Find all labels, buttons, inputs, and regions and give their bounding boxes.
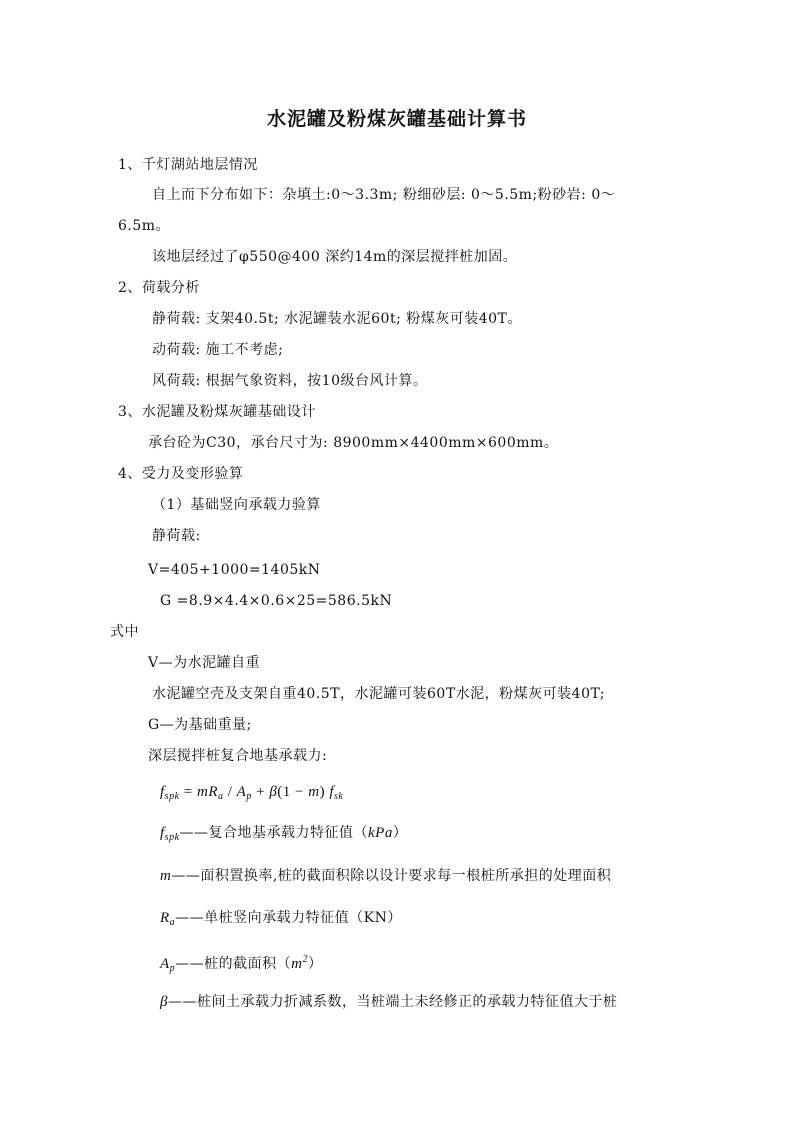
fspk-definition <box>160 823 407 848</box>
ra-symbol: R <box>160 910 170 926</box>
section-3-heading: 3、水泥罐及粉煤灰罐基础设计 <box>118 404 316 420</box>
where-label: 式中 <box>110 624 139 640</box>
fspk-subscript: spk <box>164 832 180 843</box>
beta-definition <box>160 992 617 1012</box>
section-1-strata: 自上而下分布如下：杂填土:0～3.3m; 粉细砂层: 0～5.5m;粉砂岩: 0～ <box>152 187 616 203</box>
subsection-vertical-capacity: （1）基础竖向承载力验算 <box>152 497 321 513</box>
composite-capacity-label: 深层搅拌桩复合地基承载力: <box>148 748 328 764</box>
m-definition <box>160 866 611 886</box>
formula-sk: sk <box>334 791 344 802</box>
beta-text: ——桩间土承载力折减系数，当桩端土未经修正的承载力特征值大于桩 <box>167 994 618 1010</box>
cap-design: 承台砼为C30，承台尺寸为: 8900mm×4400mm×600mm。 <box>148 435 559 451</box>
equation-v: V=405+1000=1405kN <box>148 562 321 578</box>
formula-beta: β <box>269 784 278 800</box>
fspk-symbol: f <box>160 825 165 841</box>
ra-definition <box>160 908 402 933</box>
formula-m: m <box>196 784 209 800</box>
formula-close: ) <box>319 784 330 800</box>
formula-r: R <box>208 784 218 800</box>
section-2-heading: 2、荷载分析 <box>118 280 200 296</box>
formula-slash: / <box>223 784 237 800</box>
fspk-text: ——复合地基承载力特征值（ <box>179 825 369 841</box>
section-4-heading: 4、受力及变形验算 <box>118 466 244 482</box>
formula-m2: m <box>308 784 320 800</box>
section-1-strata-cont: 6.5m。 <box>118 218 171 234</box>
formula-area: A <box>236 784 247 800</box>
ra-text: ——单桩竖向承载力特征值（KN） <box>175 910 402 926</box>
ap-close: ） <box>308 956 323 972</box>
formula-f: f <box>160 784 165 800</box>
wind-load: 风荷载: 根据气象资料，按10级台风计算。 <box>152 373 428 389</box>
ap-text: ——桩的截面积（ <box>175 956 292 972</box>
formula-f2: f <box>329 784 335 800</box>
section-1-heading: 1、千灯湖站地层情况 <box>118 157 258 173</box>
m-symbol: m <box>160 868 172 884</box>
section-1-reinforcement: 该地层经过了φ550@400 深约14m的深层搅拌桩加固。 <box>152 249 518 265</box>
equation-g: G =8.9×4.4×0.6×25=586.5kN <box>160 593 393 609</box>
formula-a: a <box>218 791 224 802</box>
fspk-unit: kPa <box>368 825 393 841</box>
m-text: ——面积置换率,桩的截面积除以设计要求每一根桩所承担的处理面积 <box>171 868 612 884</box>
ap-subscript: p <box>169 963 176 974</box>
formula-plus: + <box>251 784 270 800</box>
document-title: 水泥罐及粉煤灰罐基础计算书 <box>266 108 527 130</box>
static-load-label: 静荷载: <box>152 528 201 544</box>
formula-one-minus: (1 − <box>277 784 309 800</box>
ap-definition <box>160 950 323 979</box>
g-definition: G—为基础重量; <box>148 717 252 733</box>
v-definition: V—为水泥罐自重 <box>148 655 261 671</box>
composite-capacity-formula <box>160 782 343 807</box>
ap-symbol: A <box>160 956 170 972</box>
beta-symbol: β <box>160 994 168 1010</box>
ap-unit: m <box>291 956 303 972</box>
dynamic-load: 动荷载: 施工不考虑; <box>152 342 284 358</box>
formula-spk: spk <box>164 791 180 802</box>
ra-subscript: a <box>169 917 176 928</box>
static-load: 静荷载: 支架40.5t; 水泥罐装水泥60t; 粉煤灰可装40T。 <box>152 311 522 327</box>
fspk-close: ） <box>392 825 408 841</box>
v-description: 水泥罐空壳及支架自重40.5T，水泥罐可装60T水泥，粉煤灰可装40T; <box>152 686 606 702</box>
formula-equals: = <box>179 784 197 800</box>
ap-unit-exponent: 2 <box>302 954 309 965</box>
formula-p: p <box>246 791 252 802</box>
